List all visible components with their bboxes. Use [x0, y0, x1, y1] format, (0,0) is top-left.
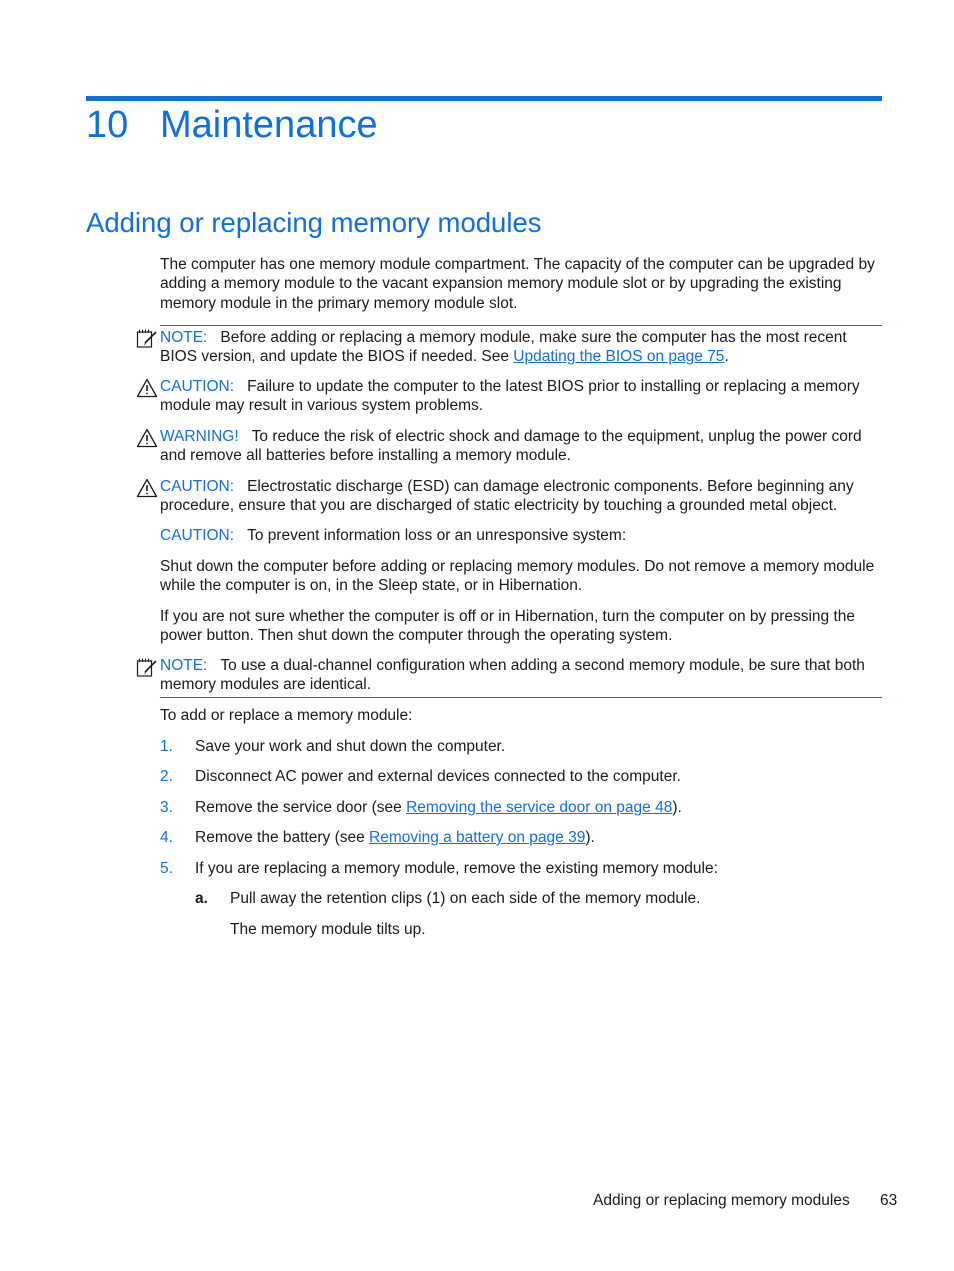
step-text-before: Remove the battery (see: [195, 829, 370, 846]
link-updating-bios[interactable]: Updating the BIOS on page 75: [513, 348, 725, 366]
note-pad-icon: [136, 657, 158, 677]
warning-triangle-icon: [136, 478, 158, 498]
substep-result: The memory module tilts up.: [230, 921, 426, 938]
step-number: 5.: [160, 860, 173, 877]
warning-text: To reduce the risk of electric shock and damage to the equipment, unplug the power cord and remove all batteries before installing a memory module.: [160, 428, 862, 465]
caution-esd: [160, 477, 884, 516]
warning-triangle-icon: [136, 378, 158, 398]
step-text: Disconnect AC power and external devices connected to the computer.: [195, 768, 681, 785]
warning-electric-shock: [160, 427, 884, 466]
step-text: [195, 798, 682, 817]
chapter-name: Maintenance: [160, 104, 378, 146]
note-pad-icon: [136, 328, 158, 348]
substep-text-after: on each side of the memory module.: [445, 890, 701, 907]
caution-text: To prevent information loss or an unresponsive system:: [247, 527, 627, 544]
page-number: 63: [880, 1192, 898, 1209]
link-removing-service-door[interactable]: Removing the service door on page 48: [406, 799, 673, 816]
step-text: If you are replacing a memory module, remove the existing memory module:: [195, 860, 718, 877]
shutdown-paragraph: Shut down the computer before adding or replacing memory modules. Do not remove a memory module while the computer is on, in the Sleep state, or in Hibernation.: [160, 558, 875, 595]
step-text-before: Remove the service door (see: [195, 799, 407, 816]
note-label: NOTE:: [160, 657, 208, 674]
note-text: Before adding or replacing a memory module, make sure the computer has the most recent BIOS version, and update the BIOS if needed. See: [160, 329, 847, 366]
step-text-after: ).: [672, 799, 682, 816]
step-number: 2.: [160, 768, 173, 785]
substep-text: [230, 889, 700, 908]
note-bottom-rule: [160, 697, 882, 698]
step-text: Save your work and shut down the computer.: [195, 738, 506, 755]
note-top-rule: [160, 325, 882, 326]
note-text: To use a dual-channel configuration when adding a second memory module, be sure that both memory modules are identical.: [160, 657, 865, 694]
substep-letter: a.: [195, 890, 208, 907]
step-text: [195, 828, 595, 847]
note-label: NOTE:: [160, 329, 208, 346]
note-dual-channel: [160, 656, 884, 695]
step-text-after: ).: [585, 829, 595, 846]
caution-bios-update: [160, 377, 884, 416]
chapter-rule: [86, 96, 882, 101]
footer-title: Adding or replacing memory modules: [593, 1192, 850, 1209]
intro-paragraph: The computer has one memory module compartment. The capacity of the computer can be upgraded by adding a memory module to the vacant expansion memory module slot or by upgrading the existing memory module in the primary memory module slot.: [160, 256, 875, 312]
caution-info-loss: [160, 526, 884, 545]
caution-label: CAUTION:: [160, 527, 235, 544]
note-before-adding: [160, 328, 884, 367]
chapter-number: 10: [86, 104, 129, 146]
procedure-intro: To add or replace a memory module:: [160, 707, 413, 724]
step-number: 4.: [160, 829, 173, 846]
step-number: 3.: [160, 799, 173, 816]
chapter-title: [86, 104, 378, 147]
callout-number: (1): [426, 890, 446, 907]
link-removing-battery[interactable]: Removing a battery on page 39: [369, 829, 586, 846]
warning-triangle-icon: [136, 428, 158, 448]
substep-text-before: Pull away the retention clips: [230, 890, 427, 907]
section-title: Adding or replacing memory modules: [86, 207, 542, 238]
caution-label: CAUTION:: [160, 378, 235, 395]
step-number: 1.: [160, 738, 173, 755]
caution-label: CAUTION:: [160, 478, 235, 495]
note-after: .: [724, 348, 729, 366]
caution-text: Electrostatic discharge (ESD) can damage electronic components. Before beginning any procedure, ensure that you are discharged of static electricity by touching a grounded metal object.: [160, 478, 854, 515]
caution-text: Failure to update the computer to the latest BIOS prior to installing or replacing a memory module may result in various system problems.: [160, 378, 860, 415]
not-sure-paragraph: If you are not sure whether the computer is off or in Hibernation, turn the computer on by pressing the power button. Then shut down the computer through the operating system.: [160, 608, 856, 645]
warning-label: WARNING!: [160, 428, 239, 445]
